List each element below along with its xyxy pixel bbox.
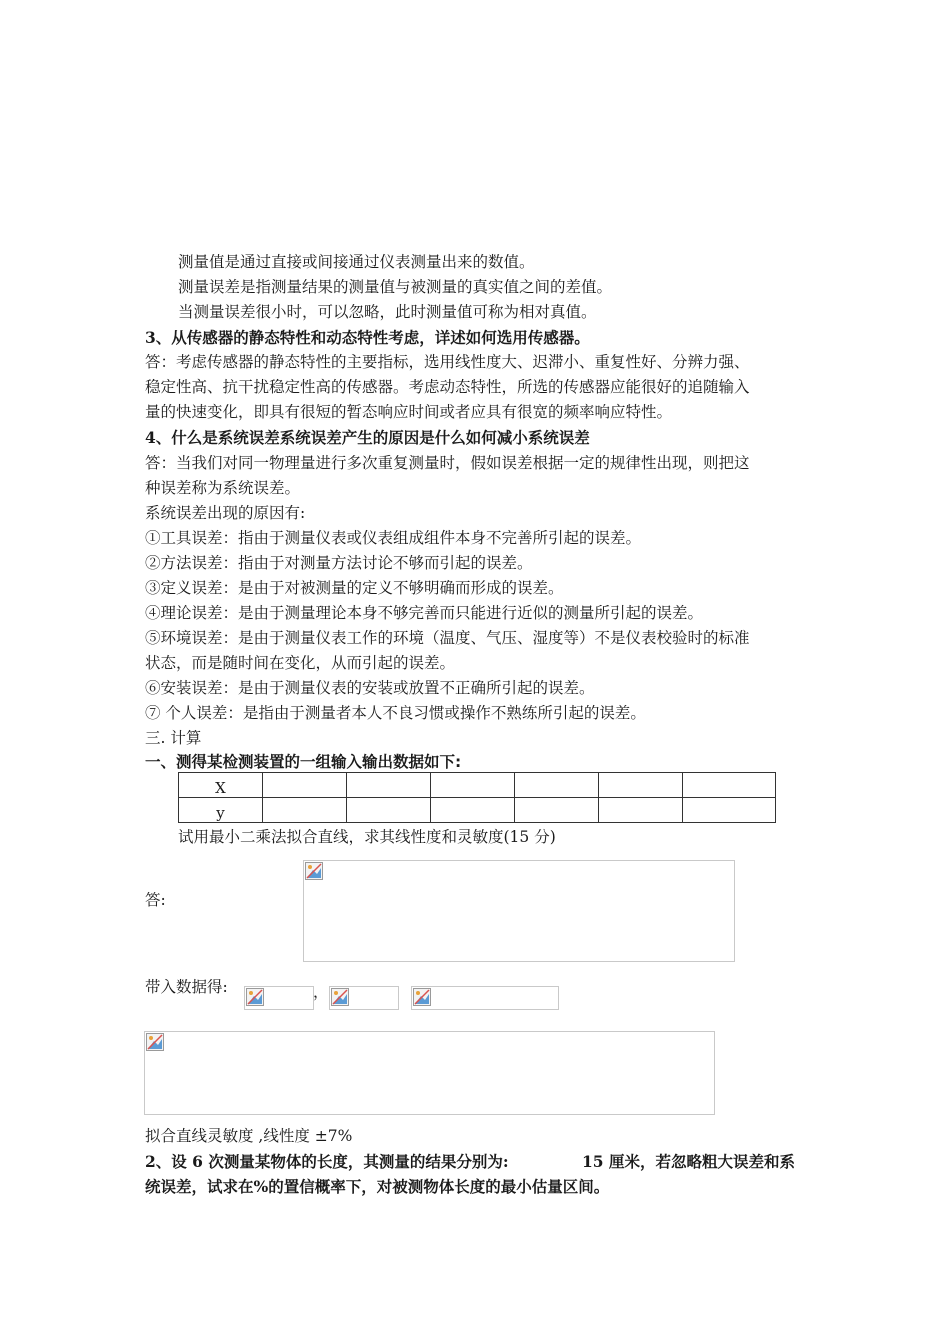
table-cell — [515, 798, 599, 823]
substitute-data-label: 带入数据得: — [145, 978, 228, 996]
question-3-answer-line-3: 量的快速变化，即具有很短的暂态响应时间或者应具有很宽的频率响应特性。 — [145, 403, 673, 421]
question-4-title: 4、什么是系统误差系统误差产生的原因是什么如何减小系统误差 — [145, 428, 590, 447]
cause-installation-error: ⑥安装误差：是由于测量仪表的安装或放置不正确所引起的误差。 — [145, 679, 595, 697]
table-cell — [263, 773, 347, 798]
cause-method-error: ②方法误差：指由于对测量方法讨论不够而引起的误差。 — [145, 554, 533, 572]
calc-1-task: 试用最小二乘法拟合直线，求其线性度和灵敏度(15 分) — [178, 828, 556, 846]
table-row-y — [179, 798, 776, 823]
table-cell — [431, 773, 515, 798]
cause-theory-error: ④理论误差：是由于测量理论本身不够完善而只能进行近似的测量所引起的误差。 — [145, 604, 704, 622]
formula-image-placeholder — [144, 1031, 715, 1115]
table-cell — [347, 798, 431, 823]
table-row-x — [179, 773, 776, 798]
calc-1-title: 一、测得某检测装置的一组输入输出数据如下: — [145, 753, 462, 771]
cause-definition-error: ③定义误差：是由于对被测量的定义不够明确而形成的误差。 — [145, 579, 564, 597]
table-cell — [599, 773, 683, 798]
broken-image-icon — [305, 862, 323, 880]
formula-image-placeholder — [411, 986, 559, 1010]
formula-image-placeholder — [303, 860, 735, 962]
table-cell — [263, 798, 347, 823]
question-4-answer-line-1: 答：当我们对同一物理量进行多次重复测量时，假如误差根据一定的规律性出现，则把这 — [145, 454, 750, 472]
question-3-title: 3、从传感器的静态特性和动态特性考虑，详述如何选用传感器。 — [145, 328, 590, 347]
question-2-line-2: 统误差，试求在%的置信概率下，对被测物体长度的最小估量区间。 — [145, 1177, 610, 1196]
separator-comma: ， — [313, 983, 329, 1001]
broken-image-icon — [146, 1033, 164, 1051]
broken-image-icon — [246, 988, 264, 1006]
paragraph-measured-value: 测量值是通过直接或间接通过仪表测量出来的数值。 — [178, 253, 535, 271]
broken-image-icon — [331, 988, 349, 1006]
answer-label: 答: — [145, 891, 166, 909]
question-4-answer-line-2: 种误差称为系统误差。 — [145, 479, 301, 497]
formula-image-placeholder — [244, 986, 314, 1010]
table-cell — [683, 773, 776, 798]
table-cell-x-label: X — [179, 773, 263, 798]
table-cell — [431, 798, 515, 823]
fit-result-text: 拟合直线灵敏度 ,线性度 ±7% — [145, 1127, 353, 1145]
question-3-answer-line-1: 答：考虑传感器的静态特性的主要指标，选用线性度大、迟滞小、重复性好、分辨力强、 — [145, 353, 750, 371]
cause-environment-error-line-2: 状态，而是随时间在变化，从而引起的误差。 — [145, 654, 456, 672]
question-2-line-1-start: 2、设 6 次测量某物体的长度，其测量的结果分别为: — [145, 1152, 509, 1171]
question-3-answer-line-2: 稳定性高、抗干扰稳定性高的传感器。考虑动态特性，所选的传感器应能很好的追随输入 — [145, 378, 750, 396]
paragraph-relative-true-value: 当测量误差很小时，可以忽略，此时测量值可称为相对真值。 — [178, 303, 597, 321]
table-cell — [347, 773, 431, 798]
table-cell — [683, 798, 776, 823]
table-cell-y-label: y — [179, 798, 263, 823]
question-4-answer-line-3: 系统误差出现的原因有: — [145, 504, 306, 522]
table-cell — [515, 773, 599, 798]
input-output-data-table — [178, 772, 776, 823]
cause-tool-error: ①工具误差：指由于测量仪表或仪表组成组件本身不完善所引起的误差。 — [145, 529, 642, 547]
paragraph-measurement-error: 测量误差是指测量结果的测量值与被测量的真实值之间的差值。 — [178, 278, 613, 296]
table-cell — [599, 798, 683, 823]
cause-environment-error-line-1: ⑤环境误差：是由于测量仪表工作的环境（温度、气压、湿度等）不是仪表校验时的标准 — [145, 629, 750, 647]
broken-image-icon — [413, 988, 431, 1006]
section-3-heading: 三. 计算 — [145, 729, 202, 747]
formula-image-placeholder — [329, 986, 399, 1010]
cause-personal-error: ⑦ 个人误差：是指由于测量者本人不良习惯或操作不熟练所引起的误差。 — [145, 704, 646, 722]
question-2-line-1-end: 15 厘米，若忽略粗大误差和系 — [582, 1152, 795, 1171]
